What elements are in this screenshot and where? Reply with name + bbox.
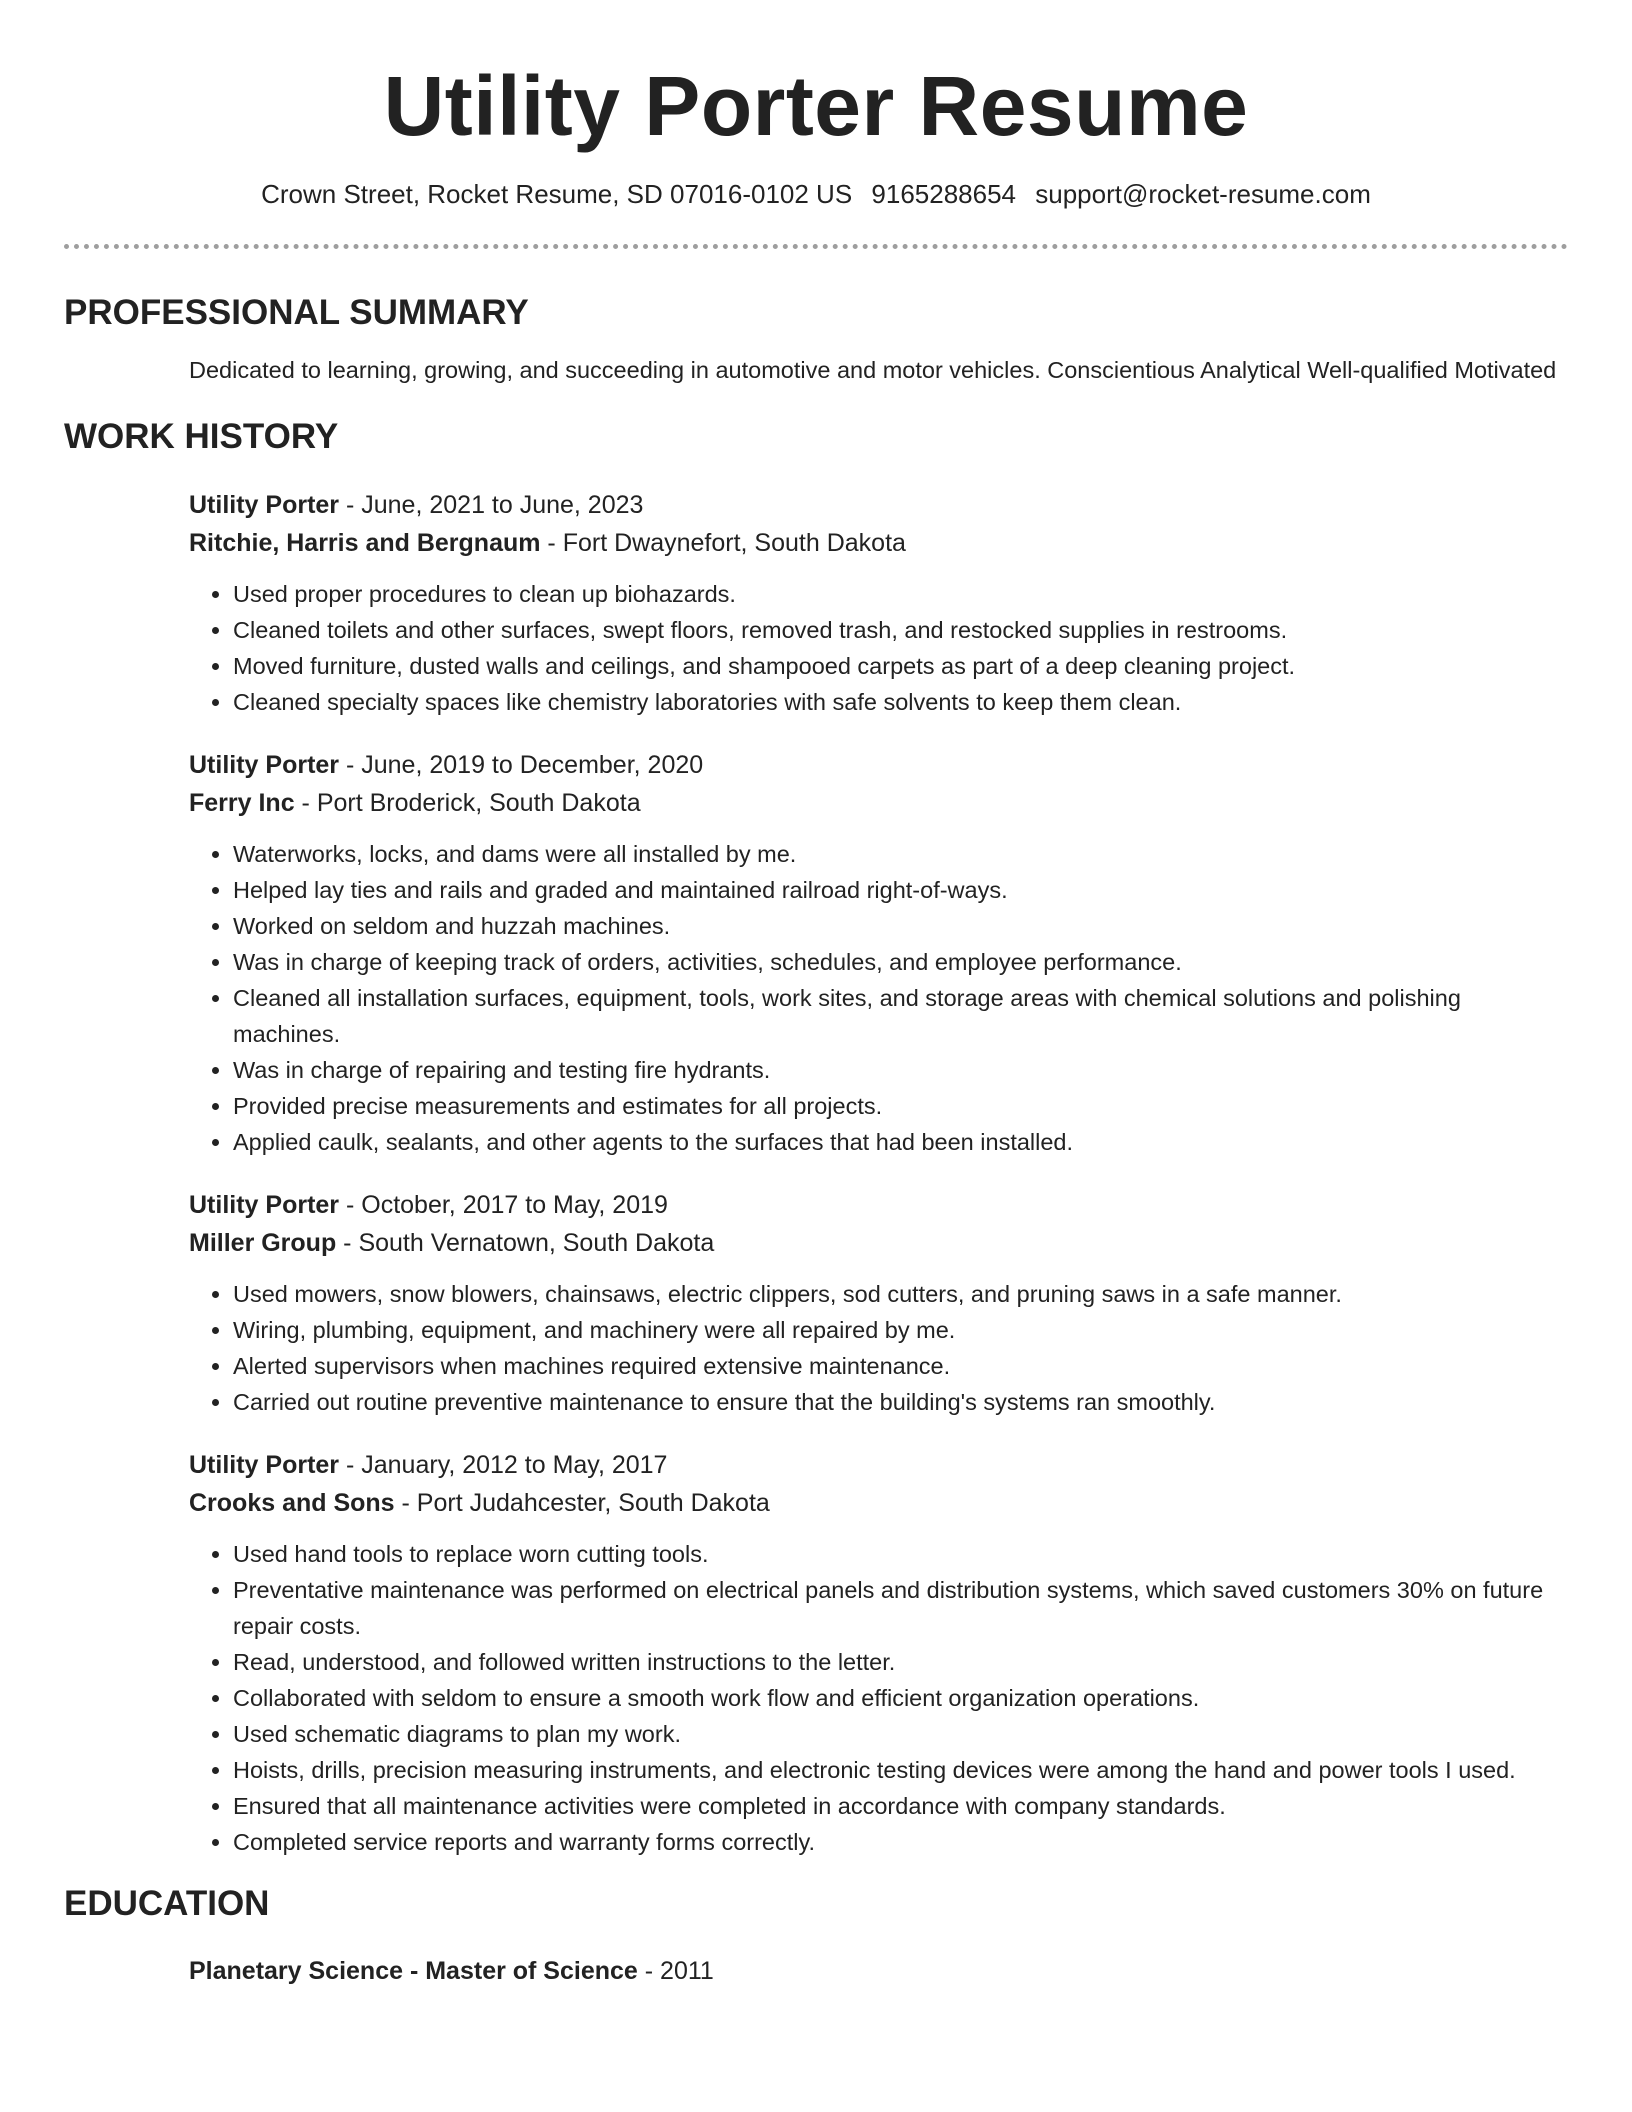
job-bullet: • Helped lay ties and rails and graded and maintained railroad right-of-ways. [233, 872, 1568, 908]
job-bullet: • Worked on seldom and huzzah machines. [233, 908, 1568, 944]
job-bullet-list [189, 1536, 1568, 1860]
job-bullet: • Collaborated with seldom to ensure a smooth work flow and efficient organization operations. [233, 1680, 1568, 1716]
job-bullet: • Moved furniture, dusted walls and ceilings, and shampooed carpets as part of a deep cleaning project. [233, 648, 1568, 684]
job-bullet: • Carried out routine preventive maintenance to ensure that the building's systems ran smoothly. [233, 1384, 1568, 1420]
contact-line [64, 178, 1568, 210]
job-bullet: • Was in charge of keeping track of orders, activities, schedules, and employee performance. [233, 944, 1568, 980]
job-bullet: • Completed service reports and warranty forms correctly. [233, 1824, 1568, 1860]
job-title: Utility Porter [189, 1451, 340, 1479]
header-divider [64, 244, 1568, 249]
education-degree: Planetary Science - Master of Science [189, 1957, 638, 1985]
job-location: - South Vernatown, South Dakota [336, 1229, 715, 1257]
job-bullet: • Preventative maintenance was performed on electrical panels and distribution systems, which saved customers 30% on future repair costs. [233, 1572, 1568, 1644]
job-bullet: • Cleaned all installation surfaces, equipment, tools, work sites, and storage areas with chemical solutions and polishing machines. [233, 980, 1568, 1052]
job-bullet: • Used proper procedures to clean up biohazards. [233, 576, 1568, 612]
summary-text: Dedicated to learning, growing, and succeeding in automotive and motor vehicles. Conscientious Analytical Well-qualified Motivated [189, 357, 1557, 383]
summary-heading: PROFESSIONAL SUMMARY [64, 293, 529, 332]
job-title: Utility Porter [189, 1191, 340, 1219]
job-bullet: • Used mowers, snow blowers, chainsaws, electric clippers, sod cutters, and pruning saws in a safe manner. [233, 1276, 1568, 1312]
education-entry [189, 1952, 1568, 1990]
education-year: - 2011 [637, 1957, 714, 1985]
job-bullet-list [189, 1276, 1568, 1420]
contact-address: Crown Street, Rocket Resume, SD 07016-0102 US [261, 179, 853, 209]
job-bullet: • Hoists, drills, precision measuring instruments, and electronic testing devices were among the hand and power tools I used. [233, 1752, 1568, 1788]
job-bullet: • Used hand tools to replace worn cutting tools. [233, 1536, 1568, 1572]
job-title: Utility Porter [189, 751, 340, 779]
contact-email: support@rocket-resume.com [1035, 179, 1371, 209]
job-dates: - June, 2019 to December, 2020 [339, 751, 704, 779]
job-company: Crooks and Sons [189, 1489, 395, 1517]
job-bullet: • Wiring, plumbing, equipment, and machinery were all repaired by me. [233, 1312, 1568, 1348]
resume-title: Utility Porter Resume [383, 59, 1249, 153]
job-bullet: • Read, understood, and followed written instructions to the letter. [233, 1644, 1568, 1680]
job-location: - Port Judahcester, South Dakota [394, 1489, 770, 1517]
contact-phone: 9165288654 [871, 179, 1017, 209]
job-bullet-list [189, 836, 1568, 1160]
job-title-line [189, 486, 1568, 524]
job-location: - Fort Dwaynefort, South Dakota [540, 529, 906, 557]
job-title-line [189, 1186, 1568, 1224]
job-title: Utility Porter [189, 491, 340, 519]
job-bullet: • Waterworks, locks, and dams were all installed by me. [233, 836, 1568, 872]
job-title-line [189, 1446, 1568, 1484]
job-dates: - June, 2021 to June, 2023 [339, 491, 644, 519]
job-bullet: • Ensured that all maintenance activities were completed in accordance with company standards. [233, 1788, 1568, 1824]
job-bullet: • Cleaned toilets and other surfaces, swept floors, removed trash, and restocked supplies in restrooms. [233, 612, 1568, 648]
job-bullet: • Alerted supervisors when machines required extensive maintenance. [233, 1348, 1568, 1384]
job-location: - Port Broderick, South Dakota [294, 789, 641, 817]
job-bullet: • Used schematic diagrams to plan my work. [233, 1716, 1568, 1752]
job-company-line [189, 784, 1568, 822]
job-company-line [189, 1484, 1568, 1522]
job-entry [189, 1186, 1568, 1420]
job-company: Miller Group [189, 1229, 337, 1257]
job-bullet-list [189, 576, 1568, 720]
job-bullet: • Cleaned specialty spaces like chemistry laboratories with safe solvents to keep them clean. [233, 684, 1568, 720]
job-company: Ritchie, Harris and Bergnaum [189, 529, 541, 557]
job-bullet: • Provided precise measurements and estimates for all projects. [233, 1088, 1568, 1124]
job-entry [189, 1446, 1568, 1860]
education-heading: EDUCATION [64, 1884, 270, 1923]
work-history-heading: WORK HISTORY [64, 417, 339, 456]
job-dates: - January, 2012 to May, 2017 [339, 1451, 668, 1479]
job-title-line [189, 746, 1568, 784]
job-dates: - October, 2017 to May, 2019 [339, 1191, 668, 1219]
job-company-line [189, 524, 1568, 562]
job-entry [189, 486, 1568, 720]
job-bullet: • Was in charge of repairing and testing fire hydrants. [233, 1052, 1568, 1088]
job-bullet: • Applied caulk, sealants, and other agents to the surfaces that had been installed. [233, 1124, 1568, 1160]
job-company: Ferry Inc [189, 789, 295, 817]
job-entry [189, 746, 1568, 1160]
job-company-line [189, 1224, 1568, 1262]
